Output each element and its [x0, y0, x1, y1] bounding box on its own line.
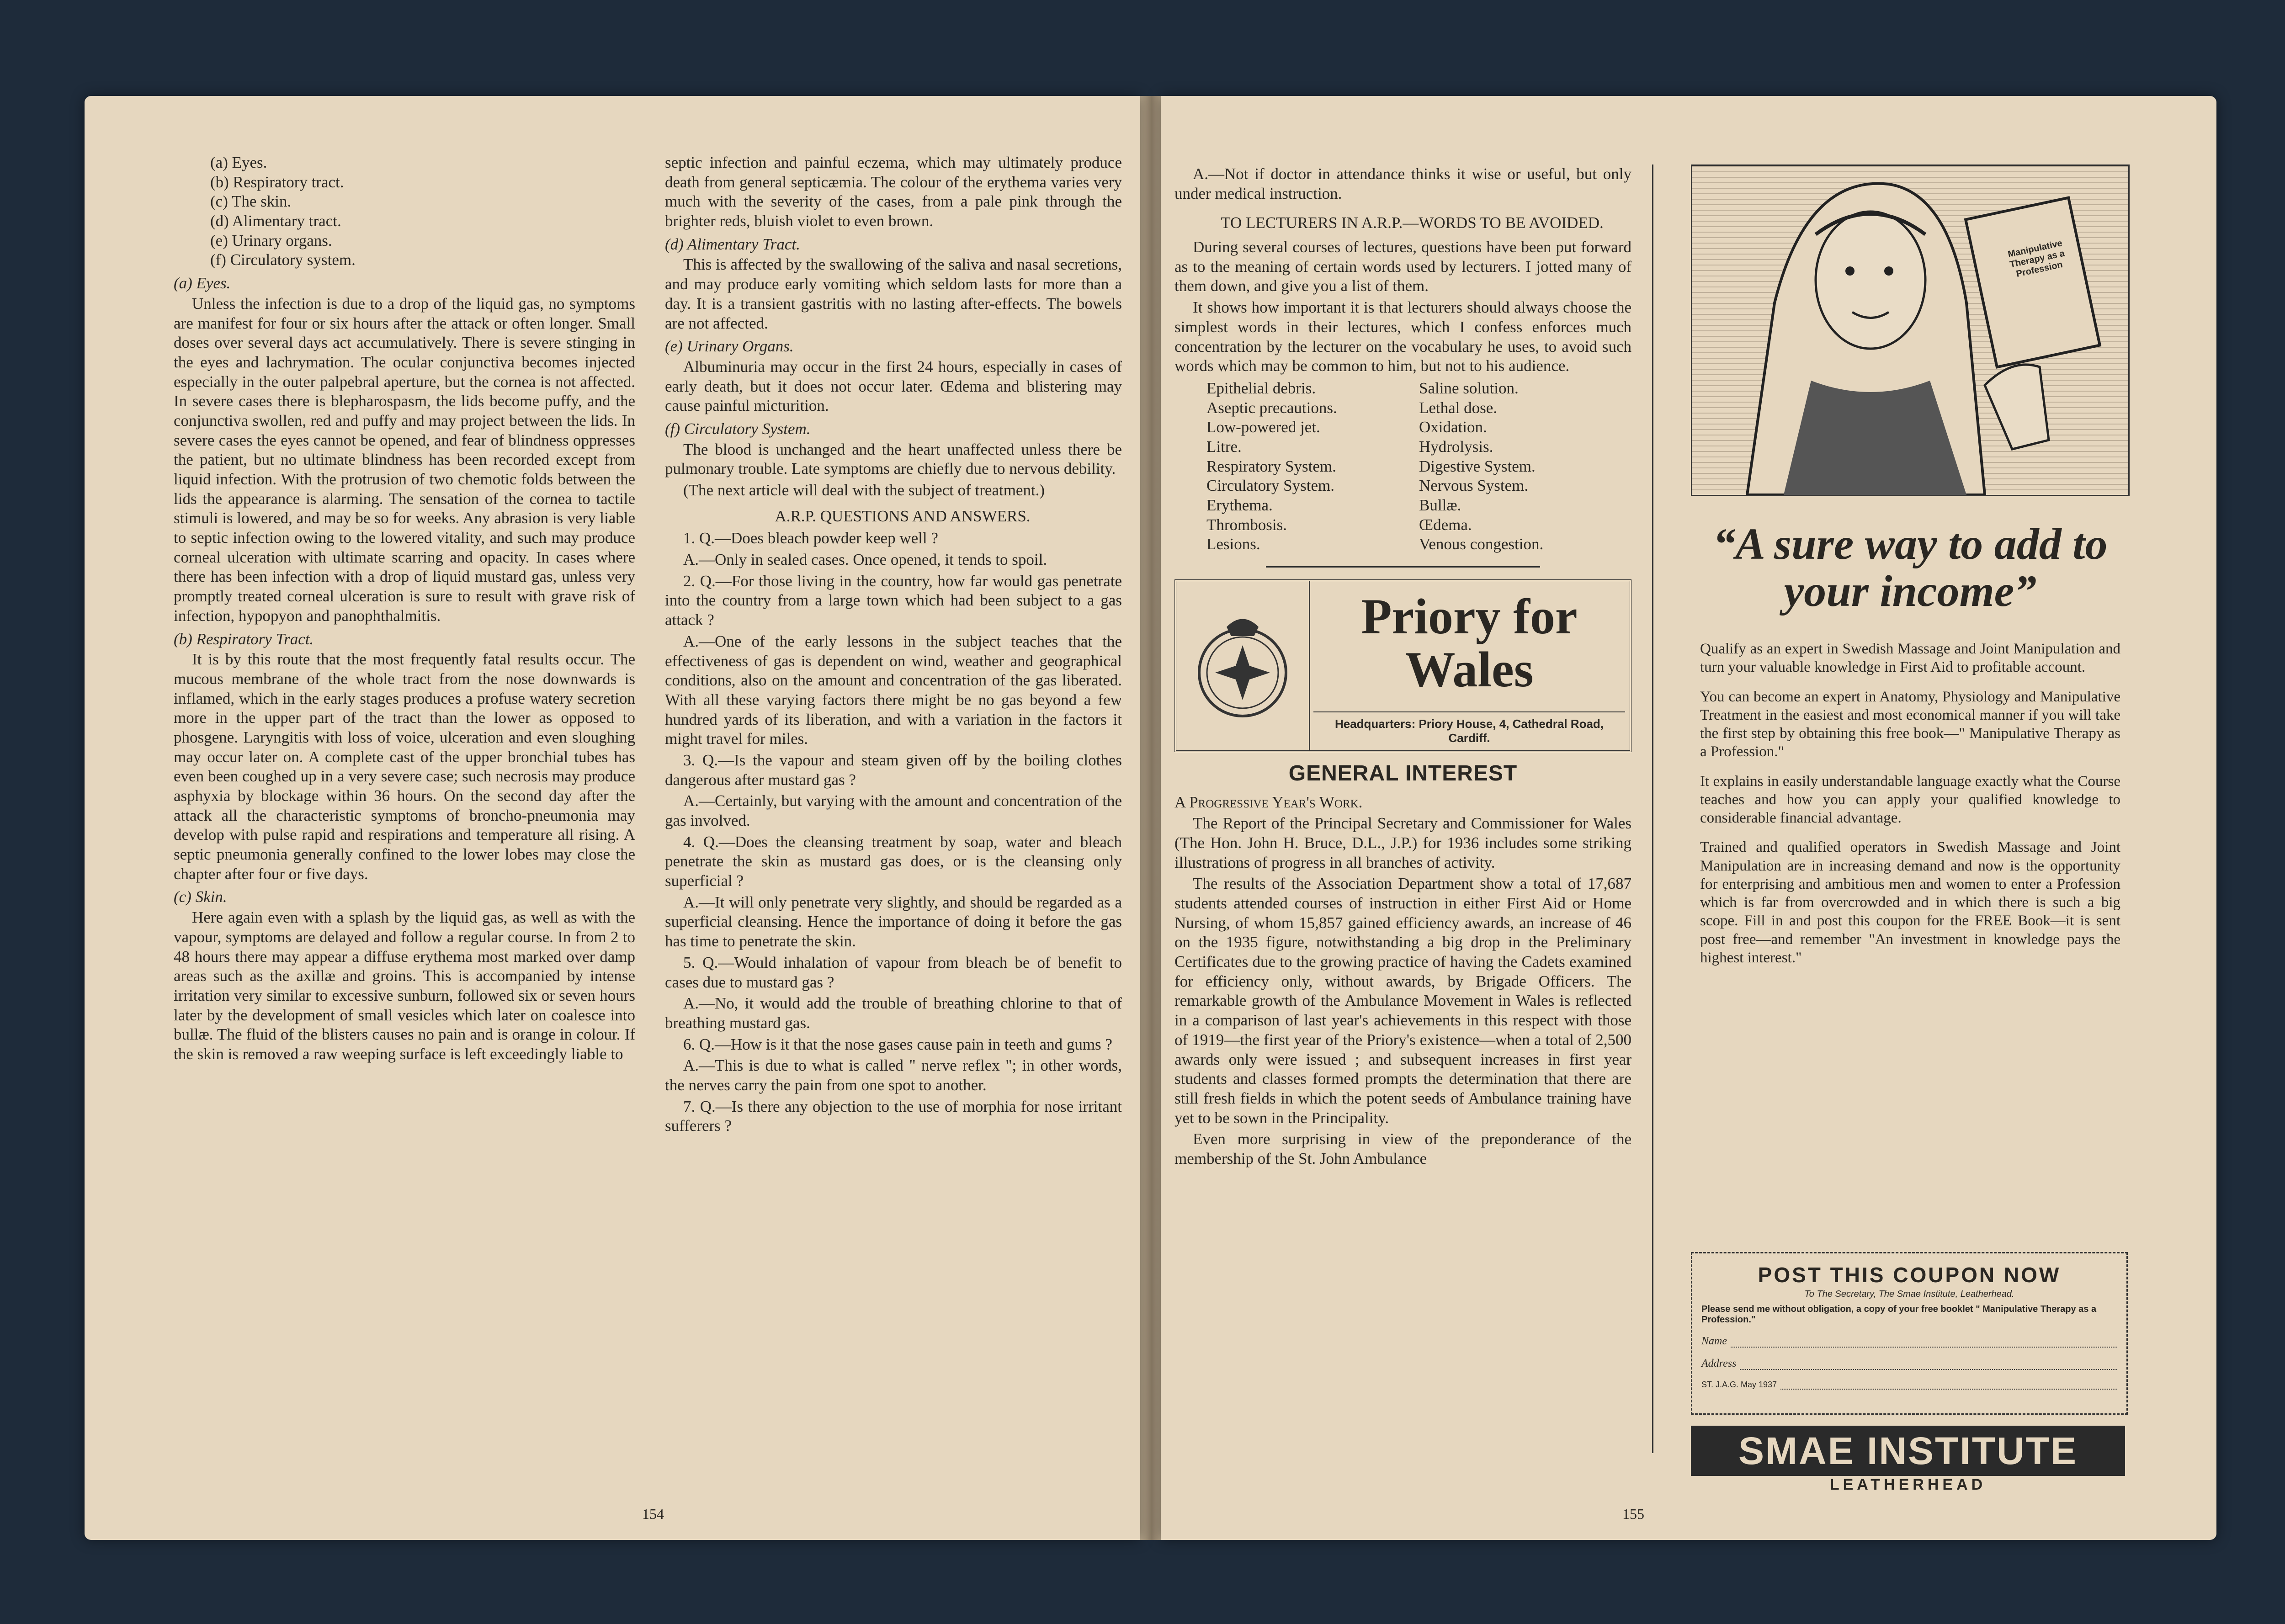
qa-item: A.—Only in sealed cases. Once opened, it tends to spoil.	[683, 551, 1047, 569]
address-label: Address	[1701, 1358, 1737, 1369]
booklet-cover-text: Manipulative Therapy as a Profession	[2007, 238, 2066, 280]
list-item: Œdema.	[1419, 515, 1472, 534]
list-item: Lesions.	[1206, 535, 1260, 553]
list-item: Venous congestion.	[1419, 535, 1544, 553]
list-item: Low-powered jet.	[1206, 418, 1320, 436]
qa-item: 5. Q.—Would inhalation of vapour from bleach be of benefit to cases due to mustard gas ?	[665, 953, 1122, 991]
qa-item: 2. Q.—For those living in the country, how far would gas penetrate into the country from a large town which had been subject to a gas attack ?	[665, 572, 1122, 629]
right-col-1	[1174, 165, 1631, 1171]
section-heading: (e) Urinary Organs.	[665, 337, 794, 356]
paragraph: It explains in easily understandable language exactly what the Course teaches and how you can apply your qualified knowledge to considerable financial advantage.	[1700, 773, 2120, 826]
ref-line	[1780, 1380, 2117, 1390]
paragraph: It shows how important it is that lecturers should always choose the simplest words in their lectures, which I confess enforces much concentration by the lecturer on the vocabulary he uses, to avoid such words which may be common to him, but not to his audience.	[1174, 298, 1631, 375]
list-item: (c) The skin.	[210, 192, 292, 211]
qa-item: 6. Q.—How is it that the nose gases cause pain in teeth and gums ?	[683, 1035, 1112, 1053]
words-list	[1174, 379, 1631, 554]
paragraph: You can become an expert in Anatomy, Physiology and Manipulative Treatment in the easiest and most economical manner if you will take the first step by obtaining this free book—" Manipulative Therapy as a Profession."	[1700, 688, 2120, 760]
coupon-name-row	[1692, 1335, 2126, 1348]
paragraph: Trained and qualified operators in Swedish Massage and Joint Manipulation are in increasing demand and now is the opportunity for enterprising and ambitious men and women to enter a Profession which is far from overcrowded and in which there is such a big scope. Fill in and post this coupon for the FREE Book—it is sent post free—and remember "An investment in knowledge pays the highest interest."	[1700, 839, 2120, 966]
box-divider	[1309, 581, 1310, 750]
column-rule	[1652, 165, 1653, 1453]
coupon-addressee: To The Secretary, The Smae Institute, Leatherhead.	[1804, 1289, 2014, 1299]
paragraph: Albuminuria may occur in the first 24 hours, especially in cases of early death, but it does not occur later. Œdema and blistering may cause painful micturition.	[665, 357, 1122, 415]
left-col-2	[665, 153, 1122, 1138]
qa-item: A.—This is due to what is called " nerve reflex "; in other words, the nerves carry the pain from one spot to another.	[665, 1056, 1122, 1094]
subheading: A Progressive Year's Work.	[1174, 793, 1363, 811]
paragraph: Qualify as an expert in Swedish Massage and Joint Manipulation and turn your valuable knowledge in First Aid to profitable account.	[1700, 641, 2120, 676]
qa-item: 1. Q.—Does bleach powder keep well ?	[683, 529, 938, 547]
coupon-address-row	[1692, 1358, 2126, 1370]
coupon-ref-row	[1692, 1380, 2126, 1390]
section-heading: (c) Skin.	[174, 888, 227, 906]
paragraph: The results of the Association Department show a total of 17,687 students attended courses of instruction in either First Aid or Home Nursing, of whom 15,857 gained efficiency awards, an increase of 46 on the 1935 figure, notwithstanding a big drop in the Preliminary Certificates due to the growing practice of having the Cadets examined for efficiency only, without awards, by Brigade Officers. The remarkable growth of the Ambulance Movement in Wales is reflected in a comparison of last year's achievements in this respect with those of 1919—the first year of the Priory's existence—when a total of 2,500 awards only were issued ; and subsequent increases in first year students and classes formed prompts the determination that there are still fresh fields in which the potent seeds of Ambulance training have yet to be sown in the Principality.	[1174, 875, 1631, 1127]
paragraph: It is by this route that the most frequently fatal results occur. The mucous membrane of the whole tract from the nose downwards is inflamed, which in the early stages produces a profuse watery secretion more in the upper part of the tract than the lower as opposed to phosgene. Laryngitis with loss of voice, ulceration and even sloughing may occur later on. A complete cast of the upper bronchial tubes has even been coughed up in a very severe case; such necrosis may produce asphyxia by blockage within 36 hours. On the second day after the attack all the characteristic symptoms of broncho-pneumonia may develop with pulse rapid and respirations and temperature all rising. A septic pneumonia generally confined to the lower lobes may close the chapter after four or five days.	[174, 650, 635, 883]
coupon-title: POST THIS COUPON NOW	[1758, 1263, 2061, 1287]
paragraph: Here again even with a splash by the liquid gas, as well as with the vapour, symptoms are delayed and follow a regular course. In from 2 to 48 hours there may appear a diffuse erythema most marked over damp areas such as the axillæ and groins. This is accompanied by intense irritation very similar to excessive sunburn, followed six or seven hours later by the development of small vesicles which later on coalesce into bullæ. The fluid of the blisters causes no pain and is orange in colour. If the skin is removed a raw weeping surface is left exceedingly liable to	[174, 908, 635, 1063]
left-page	[85, 96, 1140, 1540]
paragraph: Unless the infection is due to a drop of the liquid gas, no symptoms are manifest for four or six hours after the attack or often longer. Small doses over several days act accumulatively. There is severe stinging in the eyes and lachrymation. The ocular conjunctiva becomes injected especially in the outer palpebral aperture, but the cornea is not affected. In severe cases there is blepharospasm, the lids become puffy, and the conjunctiva swollen, red and puffy and may project between the lids. In severe cases the eyes cannot be opened, and fear of blindness oppresses the patient, but no ultimate blindness has been recorded except from liquid infection. With the protrusion of two chemotic folds between the lids the appearance is alarming. The sensation of the cornea to tactile stimuli is lowered, and may be so for weeks. Any abrasion is very liable to septic infection owing to the lowered vitality, and such may produce corneal ulceration with ultimate scarring and opacity. In cases where there has been infection with a drop of liquid mustard gas, unless very promptly treated corneal ulceration is sure to result with grave risk of infection, hypopyon and panophthalmitis.	[174, 294, 635, 625]
section-heading: (a) Eyes.	[174, 274, 231, 292]
divider	[1266, 566, 1540, 568]
address-input[interactable]	[1740, 1358, 2117, 1370]
words-left	[1206, 379, 1419, 554]
name-input[interactable]	[1731, 1335, 2117, 1348]
smae-brand-block	[1691, 1426, 2125, 1476]
nurse-illustration	[1691, 165, 2130, 496]
list-item: Erythema.	[1206, 496, 1273, 514]
paragraph: A.—Not if doctor in attendance thinks it wise or useful, but only under medical instruction.	[1174, 165, 1631, 202]
list-item: Hydrolysis.	[1419, 437, 1493, 456]
qa-item: A.—It will only penetrate very slightly, and should be regarded as a superficial cleansing. Hence the importance of doing it before the gas has time to penetrate the skin.	[665, 893, 1122, 950]
paragraph: (The next article will deal with the subject of treatment.)	[683, 481, 1045, 499]
list-item: (b) Respiratory tract.	[210, 173, 344, 191]
list-item: Oxidation.	[1419, 418, 1487, 436]
qa-item: 4. Q.—Does the cleansing treatment by soap, water and bleach penetrate the skin as mustard gas does, or is the cleansing only superficial ?	[665, 833, 1122, 890]
qa-item: 7. Q.—Is there any objection to the use of morphia for nose irritant sufferers ?	[665, 1097, 1122, 1135]
list-item: Thrombosis.	[1206, 515, 1287, 534]
list-item: Respiratory System.	[1206, 457, 1336, 475]
list-item: Digestive System.	[1419, 457, 1536, 475]
list-item: Epithelial debris.	[1206, 379, 1316, 397]
list-item: Lethal dose.	[1419, 398, 1498, 417]
page-number: 154	[642, 1506, 664, 1522]
smae-advertisement	[1691, 165, 2130, 1493]
coupon-reference: ST. J.A.G. May 1937	[1701, 1380, 1777, 1389]
priory-box	[1174, 579, 1631, 752]
list-item: Saline solution.	[1419, 379, 1519, 397]
paragraph: During several courses of lectures, questions have been put forward as to the meaning of certain words used by lecturers. I jotted many of them down, and give you a list of them.	[1174, 238, 1631, 295]
list-item: Circulatory System.	[1206, 477, 1334, 495]
page-number: 155	[1622, 1506, 1644, 1522]
list-item: (a) Eyes.	[210, 154, 267, 171]
qa-title: A.R.P. QUESTIONS AND ANSWERS.	[775, 507, 1031, 525]
ad-body	[1700, 640, 2120, 969]
coupon-form[interactable]	[1691, 1252, 2128, 1415]
list-item: Litre.	[1206, 437, 1242, 456]
general-interest-title: GENERAL INTEREST	[1288, 761, 1518, 786]
list-item: Bullæ.	[1419, 496, 1461, 514]
lecturers-title: TO LECTURERS IN A.R.P.—WORDS TO BE AVOIDED.	[1221, 214, 1604, 232]
words-right	[1419, 379, 1631, 554]
qa-item: A.—No, it would add the trouble of breathing chlorine to that of breathing mustard gas.	[665, 994, 1122, 1032]
brand-name: SMAE INSTITUTE	[1738, 1429, 2078, 1472]
list-item: (e) Urinary organs.	[210, 231, 332, 249]
section-heading: (b) Respiratory Tract.	[174, 630, 314, 648]
list-item: (f) Circulatory system.	[210, 251, 356, 269]
ad-headline: “A sure way to add to your income”	[1713, 520, 2108, 616]
list-item: (d) Alimentary tract.	[210, 212, 341, 230]
list-item: Nervous System.	[1419, 477, 1529, 495]
list-item: Aseptic precautions.	[1206, 398, 1337, 417]
nurse-icon	[1692, 166, 2128, 495]
order-badge-icon	[1185, 609, 1300, 723]
qa-item: 3. Q.—Is the vapour and steam given off by the boiling clothes dangerous after mustard gas ?	[665, 751, 1122, 789]
qa-item: A.—Certainly, but varying with the amount and concentration of the gas involved.	[665, 792, 1122, 829]
section-heading: (d) Alimentary Tract.	[665, 235, 800, 253]
section-heading: (f) Circulatory System.	[665, 419, 811, 438]
paragraph: The Report of the Principal Secretary and Commissioner for Wales (The Hon. John H. Bruce, D.L., J.P.) for 1936 includes some striking illustrations of progress in all branches of activity.	[1174, 814, 1631, 871]
name-label: Name	[1701, 1335, 1727, 1347]
priory-title-line: Wales	[1405, 641, 1534, 697]
right-page	[1161, 96, 2216, 1540]
paragraph: The blood is unchanged and the heart unaffected unless there be pulmonary trouble. Late symptoms are chiefly due to nervous debility.	[665, 440, 1122, 478]
priory-title	[1313, 590, 1625, 696]
paragraph: This is affected by the swallowing of the saliva and nasal secretions, and may produce early vomiting which seldom lasts for more than a day. It is a transient gastritis with no lasting after-effects. The bowels are not affected.	[665, 255, 1122, 332]
paragraph: septic infection and painful eczema, which may ultimately produce death from general septicæmia. The colour of the erythema varies very much with the severity of the cases, from a pale pink through the brighter reds, bluish violet to even brown.	[665, 154, 1122, 230]
qa-item: A.—One of the early lessons in the subject teaches that the effectiveness of gas is dependent on wind, weather and geographical conditions, also on the amount and concentration of the gas liberated. With all these varying factors there might be no gas beyond a few hundred yards of its liberation, and with a variation in the factors it might travel for miles.	[665, 632, 1122, 748]
paragraph: Even more surprising in view of the preponderance of the membership of the St. John Ambulance	[1174, 1130, 1631, 1168]
priory-title-line: Priory for	[1361, 589, 1578, 645]
coupon-request: Please send me without obligation, a copy of your free booklet " Manipulative Therapy as a Profession."	[1701, 1304, 2097, 1325]
priory-headquarters: Headquarters: Priory House, 4, Cathedral Road, Cardiff.	[1313, 711, 1625, 746]
left-col-1	[174, 153, 635, 1066]
symptom-list	[174, 153, 635, 270]
brand-location: LEATHERHEAD	[1829, 1476, 1987, 1493]
